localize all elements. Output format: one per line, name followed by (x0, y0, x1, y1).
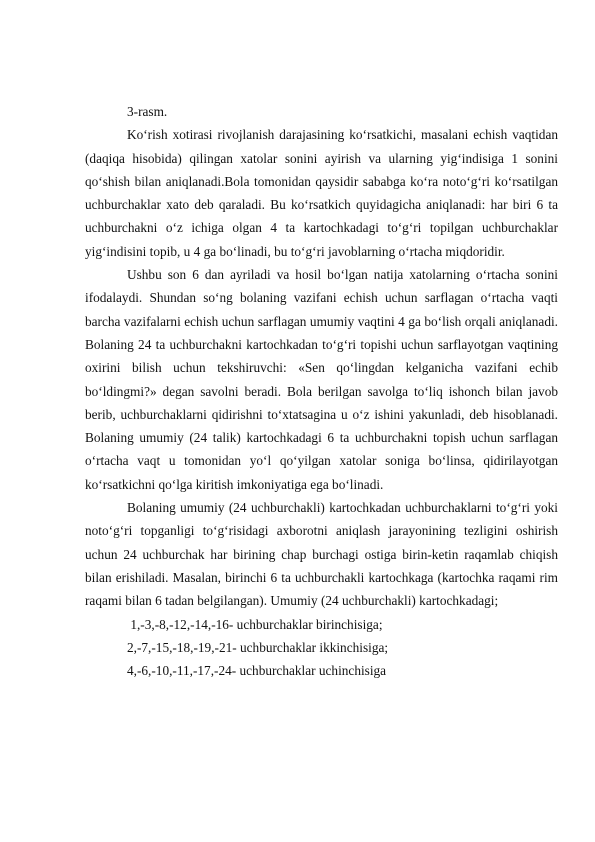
paragraph-1: Ko‘rish xotirasi rivojlanish darajasining ko‘rsatkichi, masalani echish vaqtidan (daqiqa hisobida) qilingan xatolar sonini ayirish va ularning yig‘indisiga 1 sonini qo‘shish bilan aniqlanadi.Bola tomonidan qaysidir sababga ko‘ra noto‘g‘ri ko‘rsatilgan uchburchaklar xato deb qaraladi. Bu ko‘rsatkich quyidagicha aniqlanadi: har biri 6 ta uchburchakni o‘z ichiga olgan 4 ta kartochkadagi to‘g‘ri topilgan uchburchaklar yig‘indisini topib, u 4 ga bo‘linadi, bu to‘g‘ri javoblarning o‘rtacha miqdoridir. (85, 127, 558, 259)
paragraph-3: Bolaning umumiy (24 uchburchakli) kartochkadan uchburchaklarni to‘g‘ri yoki noto‘g‘ri topganligi to‘g‘risidagi axborotni aniqlash jarayonining tezligini oshirish uchun 24 uchburchak har birining chap burchagi ostiga birin-ketin raqamlab chiqish bilan erishiladi. Masalan, birinchi 6 ta uchburchakli kartochkaga (kartochka raqami rim raqami bilan 6 tadan belgilangan). Umumiy (24 uchburchakli) kartochkadagi; (85, 500, 558, 609)
list-item-1: 1,-3,-8,-12,-14,-16- uchburchaklar birinchisiga; (127, 616, 383, 632)
figure-caption: 3-rasm. (127, 104, 168, 119)
paragraph-2: Ushbu son 6 dan ayriladi va hosil bo‘lgan natija xatolarning o‘rtacha sonini ifodalaydi. Shundan so‘ng bolaning vazifani echish uchun sarflagan o‘rtacha vaqti barcha vazifalarni echish uchun sarflagan umumiy vaqtini 4 ga bo‘lish orqali aniqlanadi. Bolaning 24 ta uchburchakni kartochkadan to‘g‘ri topishi uchun sarflayotgan vaqtining oxirini bilish uchun tekshiruvchi: «Sen qo‘lingdan kelganicha vazifani echib bo‘ldingmi?» degan savolni beradi. Bola berilgan savolga to‘liq ishonch bilan javob berib, uchburchaklarni qidirishni to‘xtatsagina u o‘z ishini yakunladi, deb hisoblanadi. Bolaning umumiy (24 talik) kartochkadagi 6 ta uchburchakni topish uchun sarflagan o‘rtacha vaqt u tomonidan yo‘l qo‘yilgan xatolar soniga bo‘linsa, qidirilayotgan ko‘rsatkichni qo‘lga kiritish imkoniyatiga ega bo‘linadi. (85, 267, 558, 492)
list-item-2: 2,-7,-15,-18,-19,-21- uchburchaklar ikkinchisiga; (127, 639, 389, 655)
list-item-3: 4,-6,-10,-11,-17,-24- uchburchaklar uchinchisiga (127, 663, 387, 679)
document-page (85, 100, 558, 682)
